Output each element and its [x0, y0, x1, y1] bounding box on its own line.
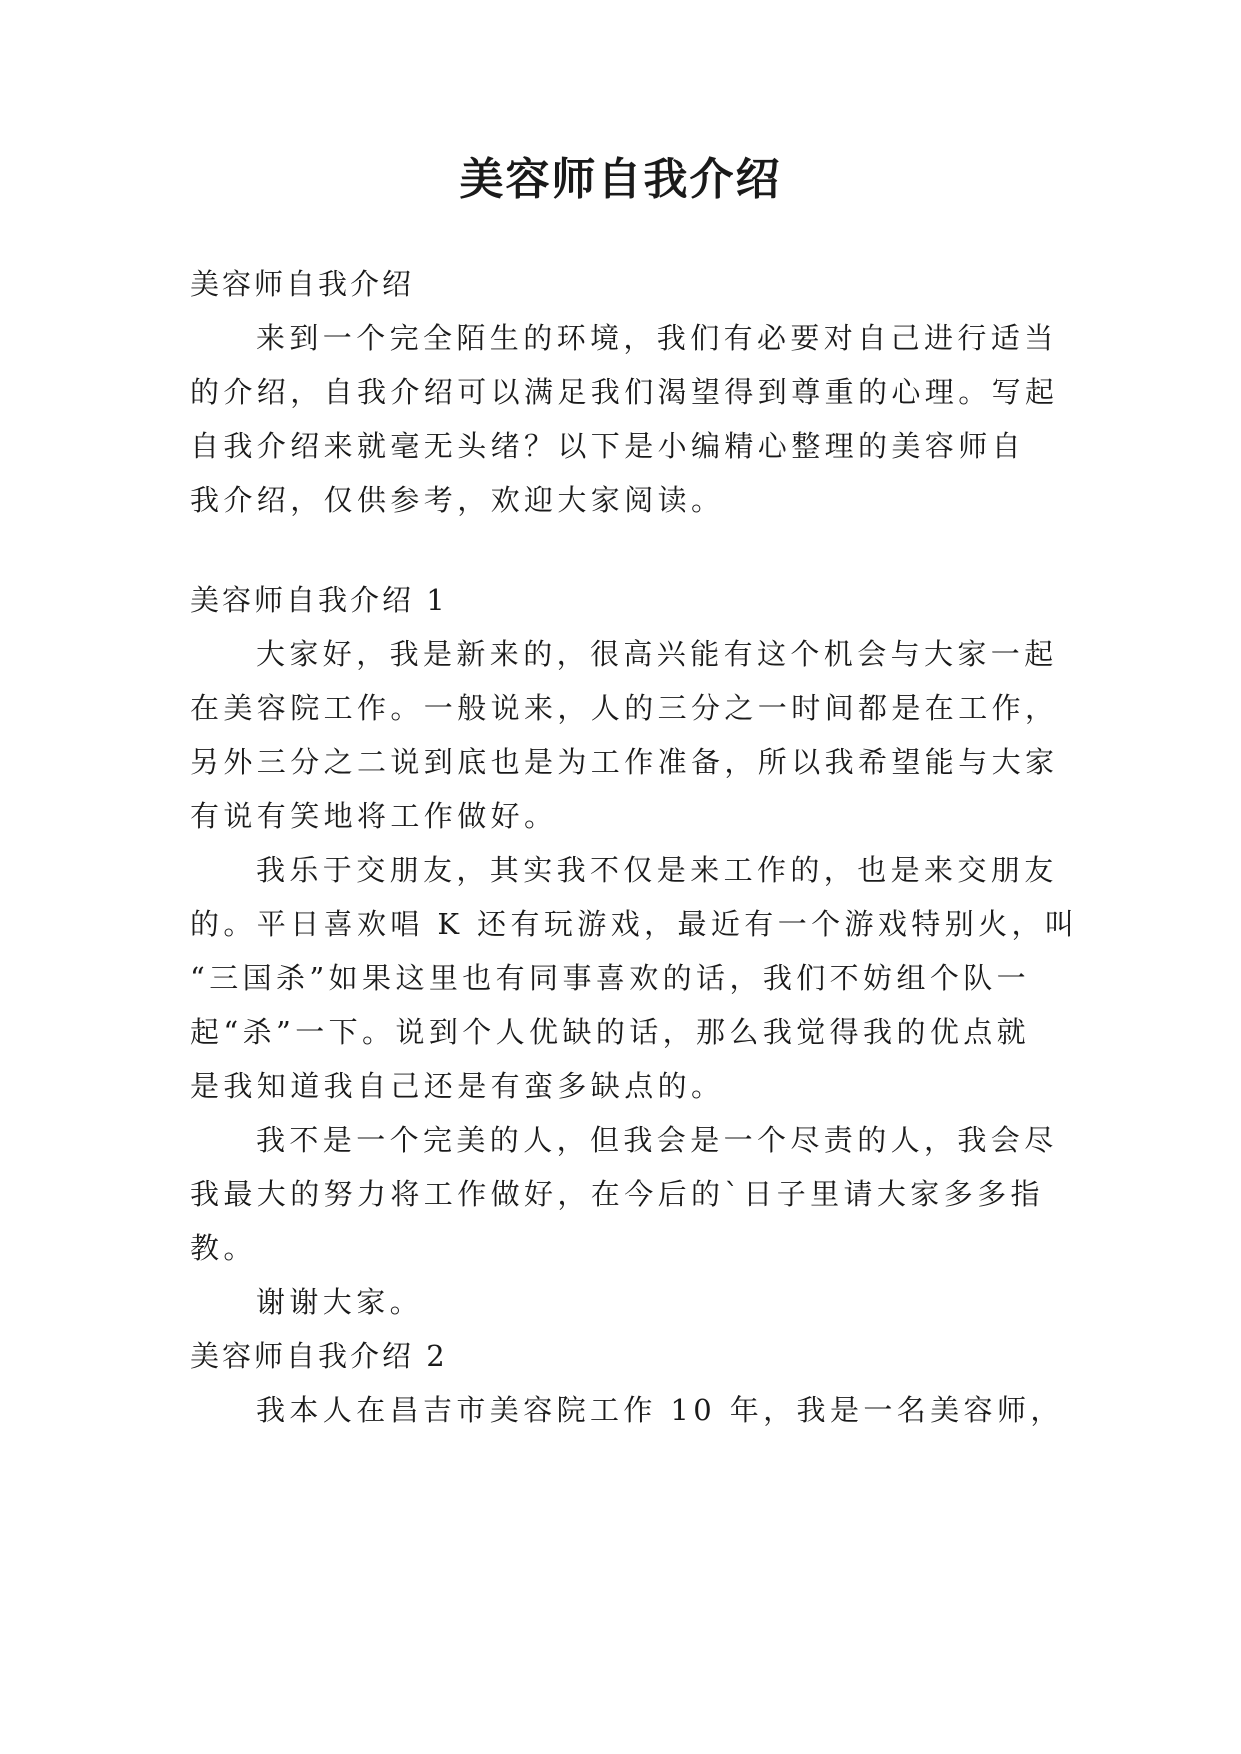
- section1-closing: 谢谢大家。: [256, 1285, 424, 1319]
- intro-heading: 美容师自我介绍: [190, 267, 415, 301]
- section1-para1-line-1: 大家好，我是新来的，很高兴能有这个机会与大家一起: [256, 637, 1058, 671]
- section1-para1-line-2: 在美容院工作。一般说来，人的三分之一时间都是在工作，: [190, 691, 1059, 725]
- intro-line-1: 来到一个完全陌生的环境，我们有必要对自己进行适当: [256, 321, 1058, 355]
- section1-heading: 美容师自我介绍 1: [190, 583, 448, 617]
- section1-para2-line-4: 起“杀”一下。说到个人优缺的话，那么我觉得我的优点就: [190, 1015, 1031, 1049]
- document-title: 美容师自我介绍: [459, 154, 782, 205]
- intro-line-2: 的介绍，自我介绍可以满足我们渴望得到尊重的心理。写起: [190, 375, 1059, 409]
- section1-para3-line-1: 我不是一个完美的人，但我会是一个尽责的人，我会尽: [256, 1123, 1058, 1157]
- section2-heading: 美容师自我介绍 2: [190, 1339, 448, 1373]
- section1-para2-line-1: 我乐于交朋友，其实我不仅是来工作的，也是来交朋友: [256, 853, 1058, 887]
- section2-para1-line-1: 我本人在昌吉市美容院工作 10 年，我是一名美容师，: [256, 1393, 1064, 1427]
- section1-para2-line-3: “三国杀”如果这里也有同事喜欢的话，我们不妨组个队一: [190, 961, 1031, 995]
- intro-line-4: 我介绍，仅供参考，欢迎大家阅读。: [190, 483, 725, 517]
- section1-para2-line-2: 的。平日喜欢唱 K 还有玩游戏，最近有一个游戏特别火，叫: [190, 907, 1079, 941]
- section1-para1-line-4: 有说有笑地将工作做好。: [190, 799, 558, 833]
- intro-line-3: 自我介绍来就毫无头绪？以下是小编精心整理的美容师自: [190, 429, 1026, 463]
- section1-para2-line-5: 是我知道我自己还是有蛮多缺点的。: [190, 1069, 725, 1103]
- section1-para3-line-2: 我最大的努力将工作做好，在今后的`日子里请大家多多指: [190, 1177, 1044, 1211]
- section1-para3-line-3: 教。: [190, 1231, 257, 1265]
- section1-para1-line-3: 另外三分之二说到底也是为工作准备，所以我希望能与大家: [190, 745, 1059, 779]
